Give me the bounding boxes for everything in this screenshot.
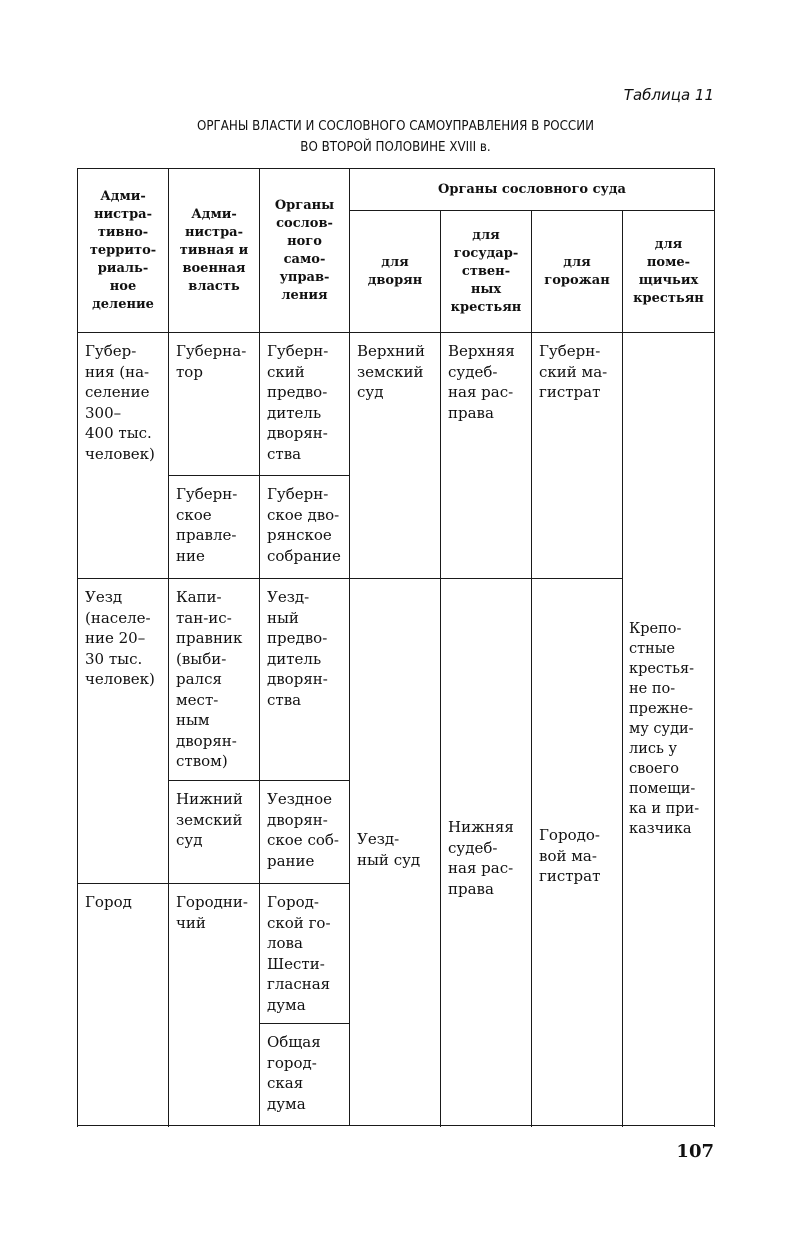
cell-line: ской го-	[267, 913, 331, 932]
cell-line: ная рас-	[448, 859, 514, 877]
cell-line: город-	[267, 1053, 317, 1072]
page-number: 107	[676, 1141, 714, 1162]
cell-line: гистрат	[539, 867, 601, 885]
header-court-group: Органы сословного суда	[350, 169, 715, 211]
cell-line: ства	[267, 690, 302, 709]
cell-line: Верхняя	[448, 342, 515, 360]
cell-line: казчика	[629, 821, 692, 837]
cell-gorod-head-duma	[260, 884, 350, 1024]
cell-line: для	[381, 254, 409, 270]
cell-line: права	[448, 403, 494, 422]
cell-line: правник	[176, 629, 243, 647]
cell-line: Нижняя	[448, 818, 514, 836]
cell-line: тивно-	[97, 224, 149, 240]
cell-line: стные	[629, 641, 675, 657]
cell-line: Уездное	[267, 790, 333, 808]
cell-line: для	[654, 236, 683, 252]
cell-line: Городо-	[539, 826, 600, 844]
header-admin-division	[78, 169, 169, 333]
cell-line: селение	[85, 383, 150, 401]
cell-line: Губерн-	[176, 485, 238, 503]
cell-line: Адми-	[100, 188, 146, 204]
cell-line: Шести-	[267, 954, 325, 973]
header-admin-power	[169, 169, 260, 333]
cell-uezd-court-town	[532, 579, 623, 1126]
cell-line: предво-	[267, 383, 328, 401]
cell-gorod-mayor	[169, 884, 260, 1126]
cell-line: рание	[267, 851, 315, 870]
cell-line: дворян	[367, 272, 423, 288]
cell-line: крестья-	[629, 661, 695, 677]
cell-line: тор	[176, 362, 203, 381]
cell-line: му суди-	[629, 721, 694, 737]
cell-line: власть	[188, 278, 240, 294]
cell-line: Город-	[267, 893, 319, 911]
cell-line: военная	[182, 260, 246, 276]
cell-line: дитель	[267, 403, 322, 422]
title-line-2: ВО ВТОРОЙ ПОЛОВИНЕ XVIII в.	[300, 139, 491, 155]
cell-line: деление	[92, 296, 154, 312]
cell-line: дворян-	[267, 670, 328, 688]
cell-line: ный суд	[357, 850, 421, 869]
authorities-table	[77, 168, 715, 1126]
cell-line: (населе-	[85, 608, 151, 627]
cell-line: Городни-	[176, 893, 248, 911]
cell-line: Уезд-	[357, 830, 400, 848]
cell-line: Капи-	[176, 588, 222, 606]
cell-line: ка и при-	[629, 801, 700, 817]
cell-line: ское	[176, 505, 212, 524]
page-title	[47, 116, 743, 158]
cell-line: ская	[267, 1074, 304, 1092]
cell-line: лова	[267, 934, 303, 952]
cell-line: дитель	[267, 649, 322, 668]
cell-line: человек)	[85, 670, 155, 688]
cell-line: дворян-	[267, 810, 328, 829]
cell-line: нистра-	[93, 206, 153, 222]
cell-line: нистра-	[184, 224, 244, 240]
cell-uezd-captain	[169, 579, 260, 781]
title-line-1: ОРГАНЫ ВЛАСТИ И СОСЛОВНОГО САМОУПРАВЛЕНИЯ В РОССИИ	[197, 118, 594, 134]
cell-line: крестьян	[450, 299, 522, 315]
cell-gubernia-court-town	[532, 333, 623, 579]
cell-line: суд	[357, 383, 384, 401]
cell-line: ское соб-	[267, 831, 339, 849]
cell-gubernia-board	[169, 476, 260, 579]
cell-line: мест-	[176, 690, 219, 709]
cell-line: не по-	[629, 681, 676, 697]
cell-line: правле-	[176, 526, 237, 544]
cell-line: ское дво-	[267, 505, 340, 524]
cell-gubernia-assembly	[260, 476, 350, 579]
cell-line: лись у	[629, 741, 678, 757]
cell-line: предво-	[267, 629, 328, 647]
cell-line: 400 тыс.	[85, 424, 152, 442]
cell-line: ным	[176, 711, 210, 729]
cell-line: Уезд	[85, 588, 123, 606]
cell-line: дворян-	[267, 424, 328, 442]
cell-line: ного	[287, 233, 322, 249]
cell-uezd-division	[78, 579, 169, 884]
cell-line: чий	[176, 913, 206, 932]
cell-uezd-court-nobles	[350, 579, 441, 1126]
cell-line: тан-ис-	[176, 608, 232, 627]
cell-line: ное	[109, 278, 137, 294]
cell-line: поме-	[646, 254, 691, 270]
cell-line: ная рас-	[448, 383, 514, 401]
cell-line: Губерн-	[539, 342, 601, 360]
cell-line: ления	[281, 287, 328, 303]
cell-line: Город	[85, 893, 132, 911]
cell-line: помещи-	[629, 781, 696, 797]
cell-line: гласная	[267, 975, 331, 993]
cell-line: своего	[629, 761, 679, 777]
cell-line: щичьих	[638, 272, 699, 288]
cell-line: земский	[176, 810, 243, 829]
cell-line: само-	[283, 251, 326, 267]
cell-line: Органы	[274, 197, 335, 213]
cell-line: для	[563, 254, 591, 270]
cell-gubernia-governor	[169, 333, 260, 476]
cell-line: террито-	[89, 242, 157, 258]
cell-uezd-lower-court	[169, 781, 260, 884]
cell-uezd-assembly	[260, 781, 350, 884]
cell-line: управ-	[279, 269, 330, 285]
cell-line: права	[448, 879, 494, 898]
cell-uezd-court-state	[441, 579, 532, 1126]
cell-line: Крепо-	[629, 621, 682, 637]
cell-serfs-court	[623, 333, 715, 1126]
cell-line: Губерн-	[267, 485, 329, 503]
cell-line: ства	[267, 444, 302, 463]
header-court-townspeople	[532, 211, 623, 333]
cell-gorod-general-duma	[260, 1024, 350, 1126]
cell-line: Губер-	[85, 342, 137, 360]
cell-line: Уезд-	[267, 588, 310, 606]
cell-gubernia-court-nobles	[350, 333, 441, 579]
cell-line: гистрат	[539, 383, 601, 401]
cell-line: земский	[357, 362, 424, 381]
header-court-state-peasants	[441, 211, 532, 333]
cell-line: Нижний	[176, 790, 243, 808]
cell-line: дума	[267, 995, 306, 1014]
cell-line: ных	[470, 281, 502, 297]
table-label: Таблица 11	[623, 86, 714, 104]
cell-line: крестьян	[633, 290, 704, 306]
cell-line: риаль-	[97, 260, 149, 276]
cell-line: для	[472, 227, 500, 243]
cell-line: Губерн-	[267, 342, 329, 360]
cell-line: ством)	[176, 752, 228, 770]
cell-line: Общая	[267, 1033, 321, 1051]
cell-line: ствен-	[461, 263, 511, 279]
cell-gubernia-marshal	[260, 333, 350, 476]
cell-line: Адми-	[191, 206, 237, 222]
cell-line: сослов-	[276, 215, 333, 231]
cell-line: судеб-	[448, 362, 498, 381]
cell-line: Губерна-	[176, 342, 247, 360]
cell-line: государ-	[453, 245, 519, 261]
cell-line: горожан	[544, 272, 610, 288]
cell-line: собрание	[267, 546, 341, 565]
cell-line: рянское	[267, 526, 332, 544]
cell-line: прежне-	[629, 701, 694, 717]
cell-gubernia-court-state	[441, 333, 532, 579]
cell-line: ние	[176, 546, 205, 565]
cell-line: ный	[267, 608, 299, 627]
cell-line: дума	[267, 1094, 306, 1113]
cell-uezd-marshal	[260, 579, 350, 781]
cell-gorod-division	[78, 884, 169, 1126]
cell-line: вой ма-	[539, 846, 597, 865]
cell-gubernia-division	[78, 333, 169, 579]
header-court-nobles	[350, 211, 441, 333]
cell-line: ния (на-	[85, 362, 150, 381]
header-court-serfs	[623, 211, 715, 333]
cell-line: (выби-	[176, 649, 227, 668]
cell-line: ние 20–	[85, 629, 146, 647]
cell-line: человек)	[85, 444, 155, 463]
cell-line: тивная и	[179, 242, 249, 258]
cell-line: 30 тыс.	[85, 649, 143, 668]
cell-line: 300–	[85, 403, 122, 422]
header-self-government	[260, 169, 350, 333]
cell-line: Верхний	[357, 342, 425, 360]
cell-line: дворян-	[176, 731, 237, 750]
cell-line: ский ма-	[539, 362, 608, 381]
cell-line: ский	[267, 362, 305, 381]
cell-line: суд	[176, 831, 203, 849]
cell-line: судеб-	[448, 838, 498, 857]
cell-line: рался	[176, 670, 222, 688]
